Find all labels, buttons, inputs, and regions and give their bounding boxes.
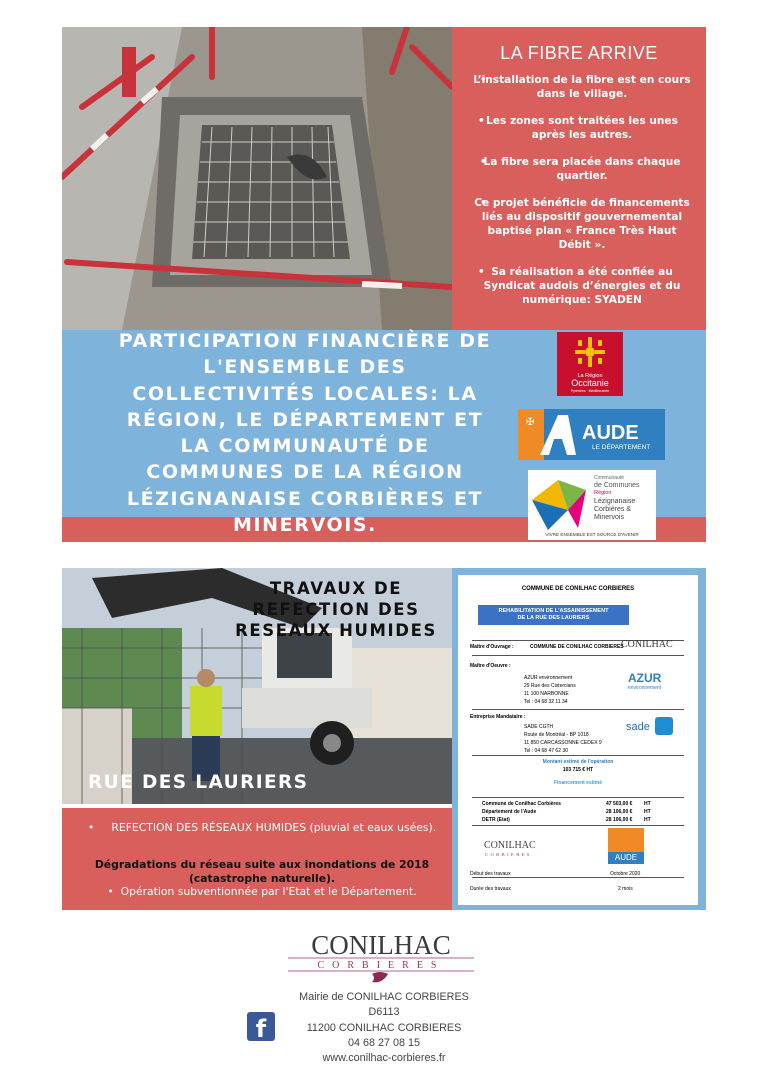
- aude-name: AUDE: [582, 422, 639, 444]
- cc-line: de Communes: [594, 482, 640, 489]
- sade-line: Route de Montréal - BP 1018: [524, 732, 589, 738]
- participation-line: COMMUNES DE LA RÉGION: [146, 461, 464, 484]
- street-name-title: RUE DES LAURIERS: [88, 772, 309, 793]
- communaute-communes-logo: [528, 470, 656, 540]
- divider: [472, 709, 684, 710]
- occitanie-line3: Pyrénées · Méditerranée: [570, 389, 610, 393]
- conilhac-doc-logo: CONILHAC: [484, 840, 536, 851]
- footer-website-link[interactable]: www.conilhac-corbieres.fr: [322, 1052, 446, 1065]
- fibre-bullet: • La fibre sera placée dans chaque quartier.: [470, 155, 694, 183]
- azur-line: 29 Rue des Cistercians: [524, 683, 576, 689]
- debut-label: Début des travaux: [470, 871, 511, 877]
- azur-line: Tel : 04 68 32 11 34: [524, 699, 568, 705]
- duree-label: Durée des travaux: [470, 886, 511, 892]
- occitanie-line2: Occitanie: [571, 378, 609, 388]
- travaux-title-line: REFECTION DES: [252, 600, 420, 619]
- fibre-bullet: • Ce projet bénéficie de financements liés au dispositif gouvernemental baptisé plan « France Très Haut Débit ».: [470, 196, 694, 252]
- sign-banner: [478, 605, 629, 625]
- azur-logo-sub: environnement: [628, 685, 662, 691]
- azur-logo: AZUR: [628, 671, 662, 685]
- divider: [472, 755, 684, 756]
- cc-line: Communauté: [594, 475, 625, 481]
- participation-line: LÉZIGNANAISE CORBIÈRES ET: [126, 487, 484, 510]
- travaux-bullet-text: REFECTION DES RÉSEAUX HUMIDES (pluvial et eaux usées).: [111, 821, 437, 834]
- fin-name: Département de l'Aude: [482, 809, 537, 815]
- footer-line: 04 68 27 08 15: [347, 1036, 421, 1049]
- aude-doc-logo-text: AUDE: [608, 852, 644, 864]
- financement-label: Financement estimé: [553, 780, 603, 786]
- fibre-bullet: • Les zones sont traitées les unes après les autres.: [470, 114, 694, 142]
- occitanie-region-logo: [557, 332, 623, 396]
- travaux-title: [226, 578, 446, 641]
- maitre-ouvrage-label: Maître d'Ouvrage :: [470, 644, 514, 650]
- participation-line: RÉGION, LE DÉPARTEMENT ET: [126, 408, 484, 431]
- conilhac-logo-sub: CORBIERES: [317, 960, 445, 971]
- divider: [472, 877, 684, 878]
- sade-line: 11 850 CARCASSONNE CEDEX 9: [524, 740, 602, 746]
- fin-name: Commune de Conilhac Corbières: [482, 801, 561, 807]
- sign-header: COMMUNE DE CONILHAC CORBIERES: [521, 586, 635, 592]
- fin-amount: 47 503,00 €: [606, 801, 633, 807]
- travaux-bullet-text: Opération subventionnée par l'Etat et le Département.: [120, 885, 417, 898]
- footer-line: 11200 CONILHAC CORBIERES: [306, 1021, 462, 1034]
- aude-sub: LE DÉPARTEMENT: [592, 444, 651, 451]
- fibre-bullet: • L’installation de la fibre est en cours dans le village.: [470, 73, 694, 101]
- travaux-title-line: TRAVAUX DE: [269, 579, 403, 598]
- fibre-bullet-list: [470, 73, 694, 320]
- participation-text: [100, 328, 510, 538]
- conilhac-logo-main: CONILHAC: [311, 930, 451, 960]
- divider: [472, 655, 684, 656]
- entreprise-label: Entreprise Mandataire :: [470, 714, 526, 720]
- project-sign-document: [458, 575, 698, 905]
- svg-text:✠: ✠: [526, 417, 535, 428]
- travaux-bullet-operation: • Opération subventionnée par l'Etat et le Département.: [107, 885, 417, 898]
- cc-line: Minervois: [594, 514, 624, 521]
- cc-line: Corbières &: [594, 506, 631, 513]
- azur-line: AZUR environnement: [524, 675, 573, 681]
- travaux-title-line: RESEAUX HUMIDES: [235, 621, 437, 640]
- azur-line: 11 100 NARBONNE: [524, 691, 569, 697]
- fibre-works-photo: [62, 27, 452, 330]
- aude-doc-logo: [608, 828, 644, 864]
- debut-value: Octobre 2020: [610, 871, 641, 877]
- participation-line: COLLECTIVITÉS LOCALES: LA: [132, 382, 478, 405]
- aude-department-logo: [518, 409, 665, 460]
- fibre-bullet: • Sa réalisation a été confiée au Syndicat audois d’énergies et du numérique: SYADEN: [470, 265, 694, 307]
- sign-banner-line: REHABILITATION DE L'ASSAINISSEMENT: [498, 608, 609, 614]
- cc-line: Lézignanaise: [594, 498, 636, 505]
- conilhac-small-logo: CONILHAC: [621, 639, 673, 650]
- sade-line: SADE CGTH: [524, 724, 554, 730]
- fin-amount: 28 106,00 €: [606, 809, 633, 815]
- participation-line: LA COMMUNAUTÉ DE: [180, 435, 430, 458]
- montant-label: Montant estimé de l'opération: [542, 759, 614, 765]
- fin-name: DETR (Etat): [482, 817, 510, 823]
- travaux-bullet-refection: • REFECTION DES RÉSEAUX HUMIDES (pluvial et eaux usées).: [87, 821, 437, 834]
- conilhac-doc-logo-sub: CORBIERES: [485, 852, 532, 857]
- fin-unit: HT: [644, 809, 651, 815]
- sign-banner-line: DE LA RUE DES LAURIERS: [517, 615, 590, 621]
- divider: [472, 825, 684, 826]
- duree-value: 2 mois: [618, 886, 633, 892]
- footer-line: D6113: [368, 1006, 400, 1019]
- fibre-info-panel: [452, 27, 706, 330]
- sade-icon: [655, 717, 673, 735]
- fin-unit: HT: [644, 801, 651, 807]
- cc-tagline: VIVRE ENSEMBLE EST SOURCE D'AVENIR: [545, 532, 639, 537]
- fibre-title: LA FIBRE ARRIVE: [500, 43, 658, 63]
- montant-value: 103 715 € HT: [562, 767, 594, 773]
- participation-line: MINERVOIS.: [233, 514, 377, 537]
- participation-line: PARTICIPATION FINANCIÈRE DE: [118, 330, 492, 352]
- fin-amount: 28 106,00 €: [606, 817, 633, 823]
- maitre-ouvrage-value: COMMUNE DE CONILHAC CORBIERES: [530, 644, 624, 650]
- maitre-oeuvre-label: Maître d'Oeuvre :: [470, 663, 511, 669]
- sade-line: Tel : 04 68 47 62 30: [524, 748, 568, 754]
- participation-line: L'ENSEMBLE DES: [203, 356, 407, 379]
- footer-line: Mairie de CONILHAC CORBIERES: [299, 991, 469, 1003]
- sade-logo: sade: [626, 721, 650, 733]
- divider: [472, 797, 684, 798]
- travaux-info-panel: [62, 808, 452, 910]
- conilhac-logo: [286, 926, 476, 988]
- fin-unit: HT: [644, 817, 651, 823]
- footer-contact: [234, 990, 534, 1066]
- cc-line: Région: [594, 490, 612, 496]
- travaux-degradations-text: Dégradations du réseau suite aux inondations de 2018 (catastrophe naturelle).: [94, 858, 430, 885]
- facebook-icon[interactable]: f: [247, 1012, 275, 1041]
- occitanie-line1: La Région: [577, 373, 603, 379]
